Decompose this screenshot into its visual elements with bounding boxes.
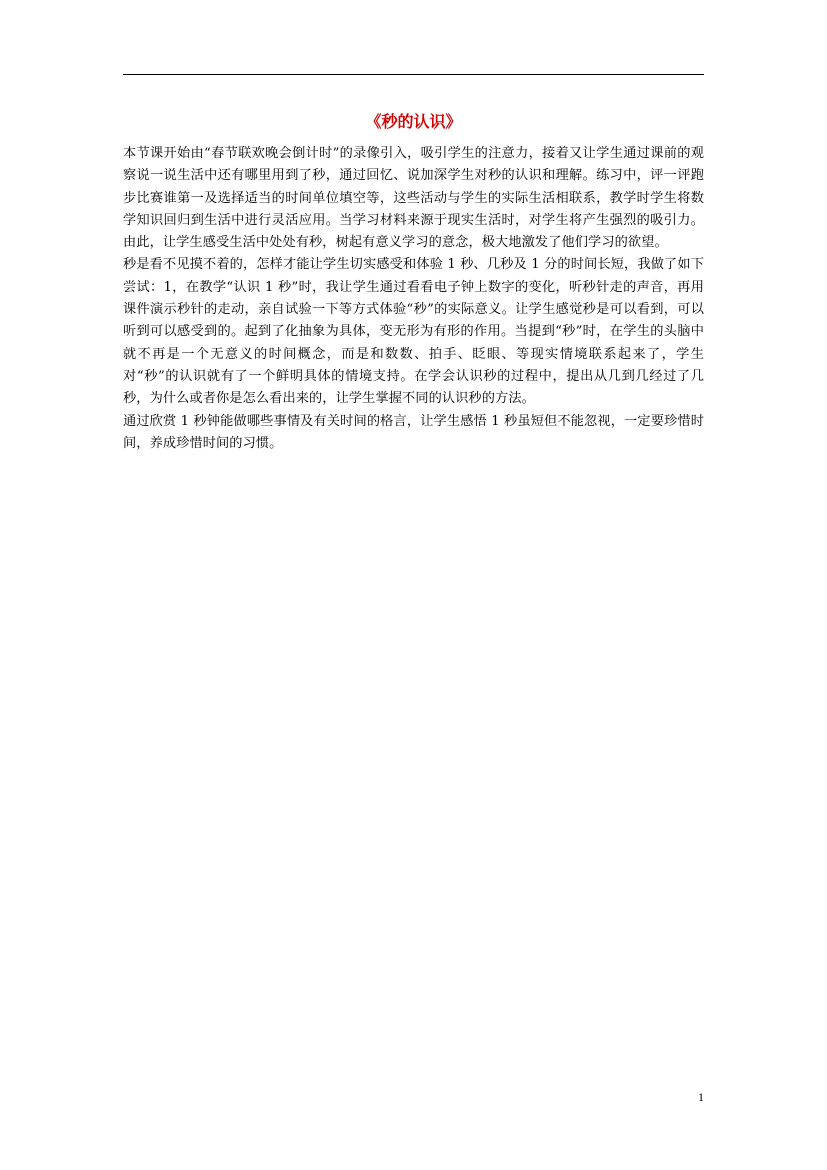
header-rule [123,74,704,75]
document-body [123,143,704,455]
page-number: 1 [698,1090,704,1104]
paragraph-3: 通过欣赏 1 秒钟能做哪些事情及有关时间的格言，让学生感悟 1 秒虽短但不能忽视，一定要珍惜时间，养成珍惜时间的习惯。 [123,413,704,451]
paragraph-1: 本节课开始由“春节联欢晚会倒计时”的录像引入，吸引学生的注意力，接着又让学生通过课前的观察说一说生活中还有哪里用到了秒，通过回忆、说加深学生对秒的认识和理解。练习中，评一评跑步比赛谁第一及选择适当的时间单位填空等，这些活动与学生的实际生活相联系，教学时学生将数学知识回归到生活中进行灵活应用。当学习材料来源于现实生活时，对学生将产生强烈的吸引力。由此，让学生感受生活中处处有秒，树起有意义学习的意念，极大地激发了他们学习的欲望。 [123,146,704,251]
document-title: 《秒的认识》 [365,112,462,131]
paragraph-2: 秒是看不见摸不着的，怎样才能让学生切实感受和体验 1 秒、几秒及 1 分的时间长短，我做了如下尝试：1，在教学“认识 1 秒”时，我让学生通过看看电子钟上数字的变化，听秒针走的声音，再用课件演示秒针的走动，亲自试验一下等方式体验“秒”的实际意义。让学生感觉秒是可以看到，可以听到可以感受到的。起到了化抽象为具体，变无形为有形的作用。当提到“秒”时，在学生的头脑中就不再是一个无意义的时间概念，而是和数数、拍手、眨眼、等现实情境联系起来了，学生对“秒”的认识就有了一个鲜明具体的情境支持。在学会认识秒的过程中，提出从几到几经过了几秒，为什么或者你是怎么看出来的，让学生掌握不同的认识秒的方法。 [123,257,704,407]
